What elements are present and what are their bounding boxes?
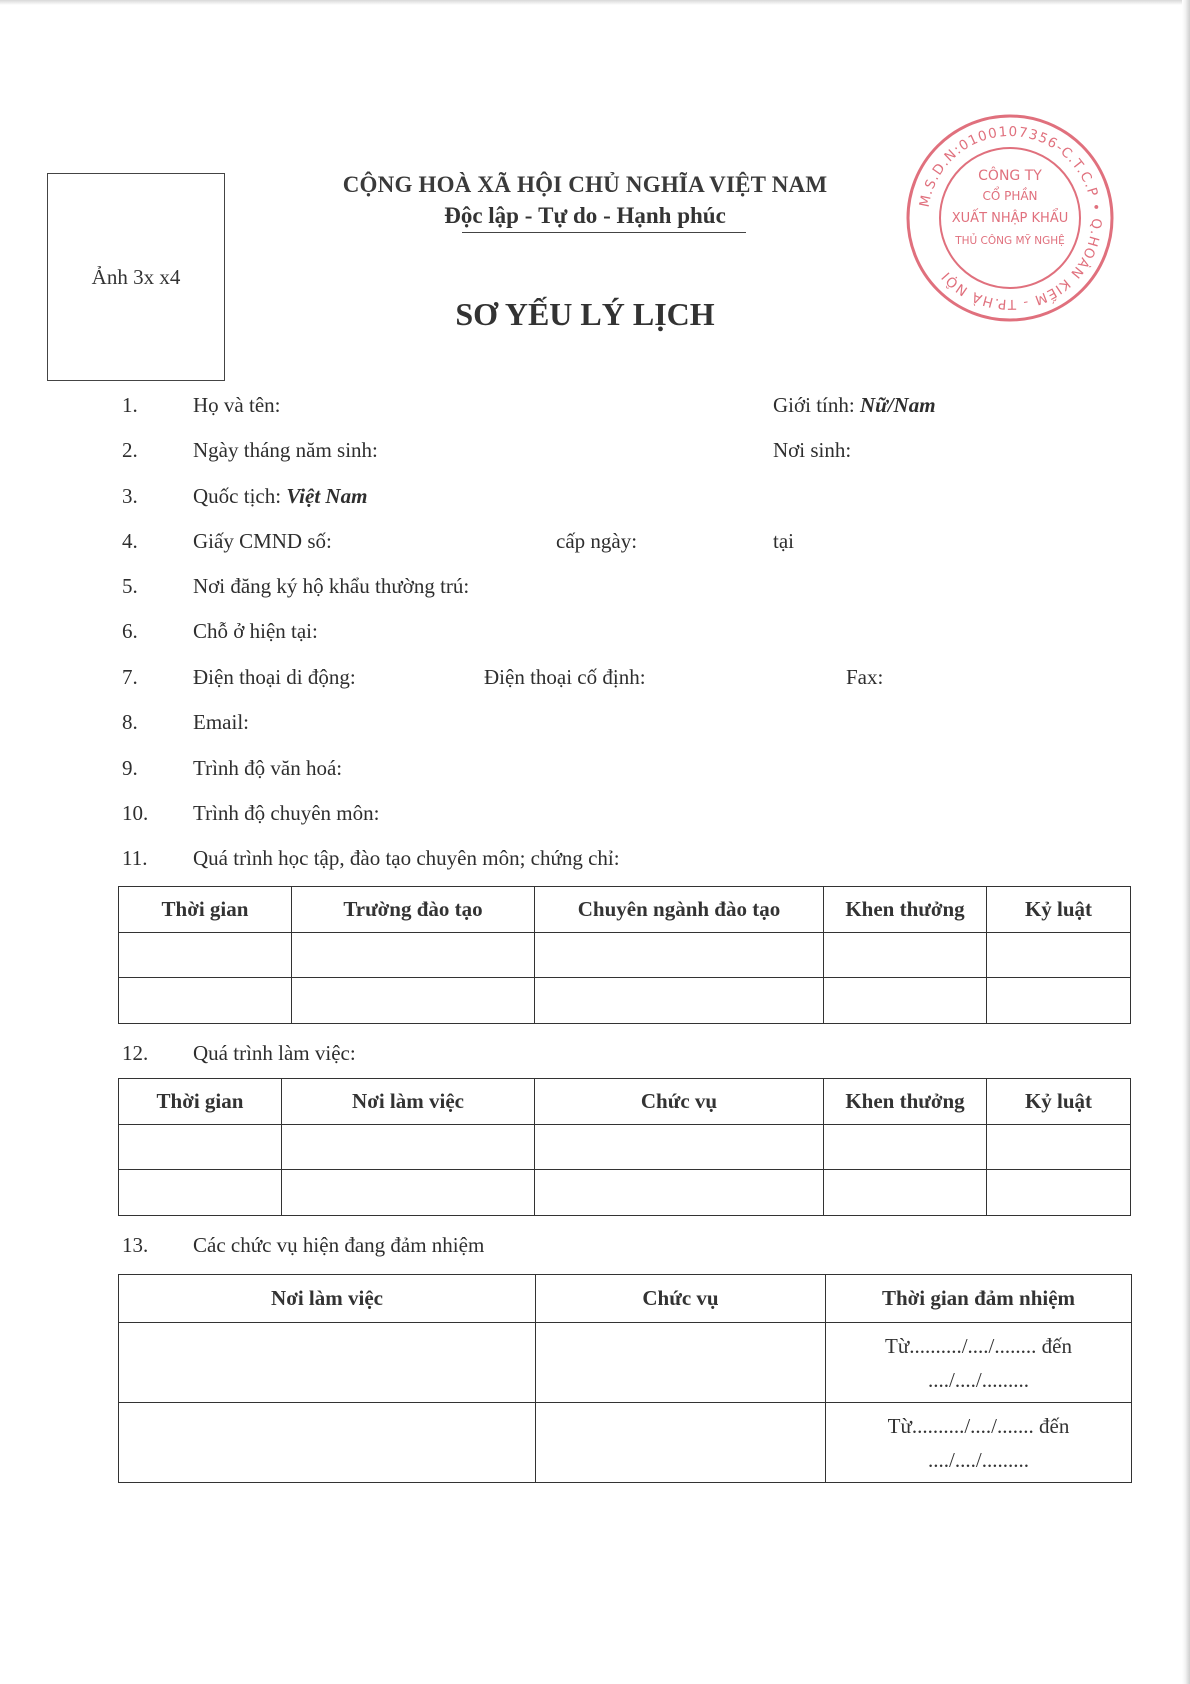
table-header-row (119, 1275, 1132, 1323)
column-header: Khen thưởng (824, 887, 987, 933)
table-cell[interactable] (535, 978, 824, 1024)
table-row (119, 1323, 1132, 1403)
field-number: 6. (122, 619, 138, 643)
table-cell[interactable] (536, 1323, 826, 1403)
table-cell[interactable] (282, 1125, 535, 1170)
period-from: Từ........../..../........ đến (885, 1333, 1072, 1358)
document-title: SƠ YẾU LÝ LỊCH (455, 296, 715, 332)
seal-line: CỔ PHẦN (982, 189, 1038, 203)
birthplace-label: Nơi sinh: (773, 438, 852, 462)
table-cell[interactable] (119, 978, 292, 1024)
field-number: 11. (122, 846, 148, 870)
period-to: ..../..../......... (928, 1367, 1029, 1392)
period-cell[interactable] (826, 1403, 1132, 1483)
field-label: Điện thoại di động: (193, 665, 356, 689)
table-cell[interactable] (119, 1323, 536, 1403)
table-cell[interactable] (824, 1125, 987, 1170)
field-number: 8. (122, 710, 138, 734)
motto-separator: - (597, 203, 617, 228)
column-header: Nơi làm việc (282, 1079, 535, 1125)
field-number: 3. (122, 484, 138, 508)
field-label: Email: (193, 710, 249, 734)
table-header-row (119, 887, 1131, 933)
column-header: Trường đào tạo (292, 887, 535, 933)
table-cell[interactable] (535, 933, 824, 978)
nationality-value: Việt Nam (286, 484, 368, 508)
motto-separator: - (518, 203, 539, 228)
table-cell[interactable] (282, 1170, 535, 1216)
table-cell[interactable] (824, 978, 987, 1024)
period-cell[interactable] (826, 1323, 1132, 1403)
period-from: Từ........../..../....... đến (887, 1413, 1070, 1438)
work-history-table (118, 1078, 1131, 1216)
field-label: Họ và tên: (193, 393, 281, 417)
field-label (193, 484, 367, 509)
column-header: Thời gian (119, 1079, 282, 1125)
field-number: 12. (122, 1041, 149, 1065)
issued-date-label: cấp ngày: (556, 529, 638, 553)
table-cell[interactable] (987, 1170, 1131, 1216)
field-number: 1. (122, 393, 138, 417)
table-cell[interactable] (824, 1170, 987, 1216)
gender-field (773, 393, 936, 418)
table-cell[interactable] (987, 978, 1131, 1024)
column-header: Chuyên ngành đào tạo (535, 887, 824, 933)
field-number: 10. (122, 801, 149, 825)
landline-label: Điện thoại cố định: (484, 665, 646, 689)
gender-label: Giới tính: (773, 393, 855, 417)
seal-ring-text: M.S.D.N:0100107356-C.T.C.P • Q.HOÀN KIẾM - TP.HÀ NỘI (916, 123, 1105, 313)
column-header: Khen thưởng (824, 1079, 987, 1125)
seal-line: CÔNG TY (978, 168, 1042, 184)
current-positions-table (118, 1274, 1132, 1483)
field-label: Trình độ chuyên môn: (193, 801, 380, 825)
field-label: Quá trình làm việc: (193, 1041, 356, 1065)
field-number: 9. (122, 756, 138, 780)
photo-label: Ảnh 3x x4 (91, 264, 181, 289)
table-cell[interactable] (292, 978, 535, 1024)
table-cell[interactable] (119, 1170, 282, 1216)
company-seal (904, 112, 1116, 324)
table-cell[interactable] (119, 933, 292, 978)
gender-value: Nữ/Nam (859, 393, 936, 417)
motto-part: Độc lập (444, 203, 519, 228)
field-number: 13. (122, 1233, 149, 1257)
field-label: Nơi đăng ký hộ khẩu thường trú: (193, 574, 470, 598)
column-header: Kỷ luật (987, 887, 1131, 933)
fax-label: Fax: (846, 665, 884, 689)
period-to: ..../..../......... (928, 1447, 1029, 1472)
column-header: Chức vụ (536, 1275, 826, 1323)
photo-placeholder (47, 173, 225, 381)
table-row (119, 933, 1131, 978)
table-header-row (119, 1079, 1131, 1125)
column-header: Thời gian (119, 887, 292, 933)
issued-place-label: tại (773, 529, 794, 553)
table-cell[interactable] (536, 1403, 826, 1483)
field-label: Giấy CMND số: (193, 529, 332, 553)
national-motto (318, 203, 852, 229)
scan-edge-right (1182, 0, 1190, 1684)
table-cell[interactable] (535, 1125, 824, 1170)
seal-line: THỦ CÔNG MỸ NGHỆ (955, 235, 1065, 247)
field-number: 4. (122, 529, 138, 553)
column-header: Nơi làm việc (119, 1275, 536, 1323)
table-cell[interactable] (535, 1170, 824, 1216)
field-number: 5. (122, 574, 138, 598)
scan-edge-top (0, 0, 1190, 5)
table-cell[interactable] (119, 1403, 536, 1483)
column-header: Kỷ luật (987, 1079, 1131, 1125)
motto-underline (462, 232, 746, 233)
field-label: Ngày tháng năm sinh: (193, 438, 378, 462)
seal-line: XUẤT NHẬP KHẨU (951, 211, 1069, 226)
table-row (119, 1170, 1131, 1216)
field-number: 2. (122, 438, 138, 462)
table-row (119, 1125, 1131, 1170)
nationality-label: Quốc tịch: (193, 484, 282, 508)
field-label: Trình độ văn hoá: (193, 756, 343, 780)
table-row (119, 978, 1131, 1024)
table-cell[interactable] (119, 1125, 282, 1170)
motto-part: Tự do (538, 203, 598, 228)
table-cell[interactable] (987, 1125, 1131, 1170)
motto-part: Hạnh phúc (616, 203, 726, 228)
table-row (119, 1403, 1132, 1483)
education-table (118, 886, 1131, 1024)
column-header: Thời gian đảm nhiệm (826, 1275, 1132, 1323)
field-number: 7. (122, 665, 138, 689)
field-label: Quá trình học tập, đào tạo chuyên môn; chứng chỉ: (193, 846, 620, 870)
table-cell[interactable] (987, 933, 1131, 978)
column-header: Chức vụ (535, 1079, 824, 1125)
table-cell[interactable] (292, 933, 535, 978)
field-label: Chỗ ở hiện tại: (193, 619, 318, 643)
table-cell[interactable] (824, 933, 987, 978)
field-label: Các chức vụ hiện đang đảm nhiệm (193, 1233, 485, 1257)
national-heading: CỘNG HOÀ XÃ HỘI CHỦ NGHĨA VIỆT NAM (342, 172, 828, 197)
